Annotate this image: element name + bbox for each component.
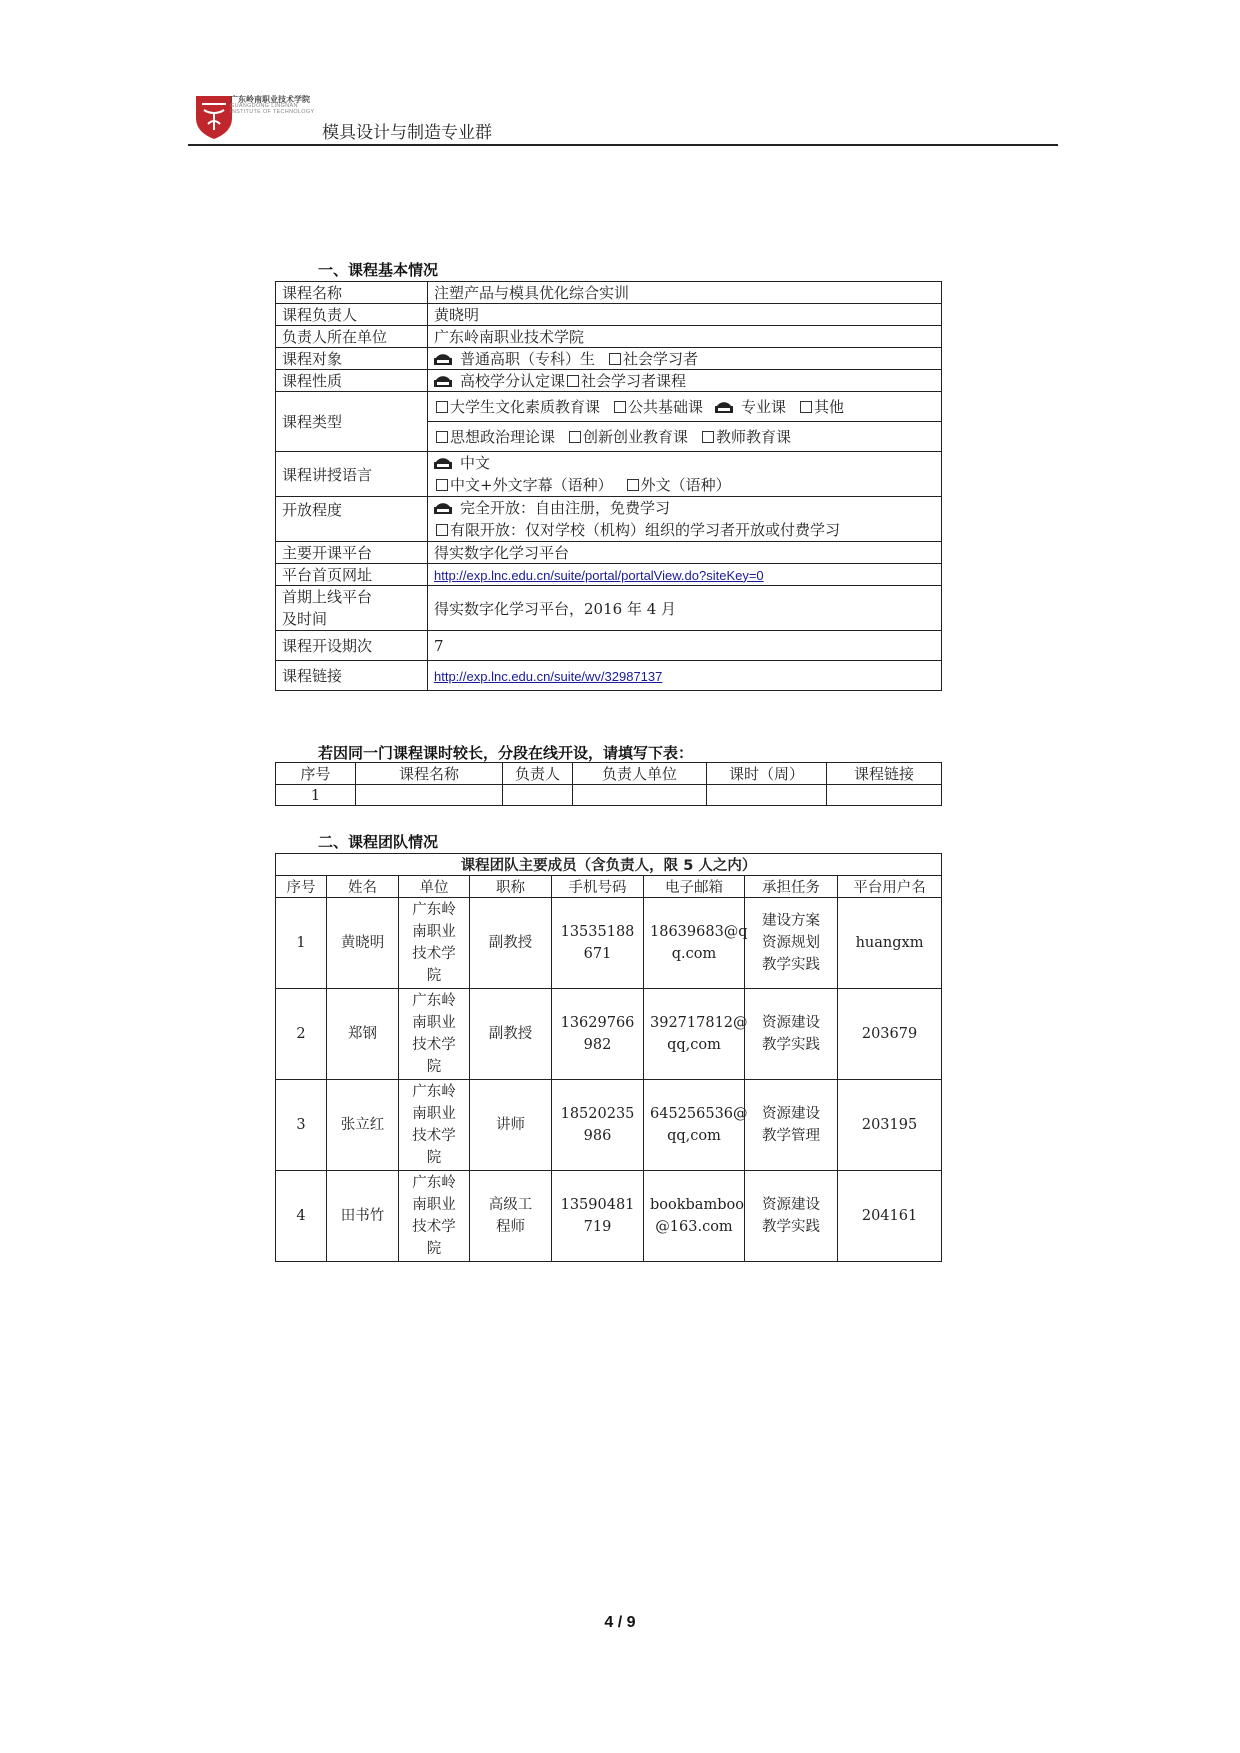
checked-mark-icon[interactable]: [434, 353, 452, 365]
checked-mark-icon[interactable]: [434, 457, 452, 469]
member-unit-line: 院: [426, 1241, 442, 1257]
member-tasks-line: 资源建设: [762, 1015, 820, 1031]
language-option-chinese: 中文: [460, 454, 491, 472]
member-unit-line: 广东岭: [412, 1175, 456, 1191]
member-title: [470, 1171, 552, 1262]
type-option-other: 其他: [814, 398, 845, 416]
checkbox-icon[interactable]: [436, 431, 448, 443]
course-link-label: 课程链接: [276, 661, 428, 691]
openness-option-full: 完全开放：自由注册，免费学习: [460, 499, 671, 517]
row-platform-url: [276, 564, 942, 586]
member-phone: [552, 989, 644, 1080]
platform-label: 主要开课平台: [276, 542, 428, 564]
member-unit-line: 南职业: [412, 1197, 456, 1213]
member-username: 203679: [838, 989, 942, 1080]
course-name-value: 注塑产品与模具优化综合实训: [428, 282, 942, 304]
course-lead-value: 黄晓明: [428, 304, 942, 326]
member-email-line: @163.com: [655, 1219, 733, 1235]
team-caption: 课程团队主要成员（含负责人，限 5 人之内）: [276, 854, 942, 876]
member-email-line: qq,com: [667, 1037, 721, 1053]
member-email: [644, 989, 748, 1080]
segment-cell-link[interactable]: [827, 785, 942, 806]
team-col-name: 姓名: [327, 876, 399, 898]
member-phone-line: 671: [583, 946, 612, 962]
member-name: 黄晓明: [327, 898, 399, 989]
member-no: 3: [276, 1080, 327, 1171]
member-no: 1: [276, 898, 327, 989]
member-title-line: 高级工: [488, 1197, 533, 1213]
checkbox-icon[interactable]: [627, 479, 639, 491]
course-target-label: 课程对象: [276, 348, 428, 370]
member-no: 4: [276, 1171, 327, 1262]
member-tasks-line: 资源规划: [762, 935, 820, 951]
openness-option-limited: 有限开放：仅对学校（机构）组织的学习者开放或付费学习: [450, 521, 841, 539]
segment-col-link: 课程链接: [827, 763, 942, 785]
type-option-major: 专业课: [741, 398, 787, 416]
member-email-line: bookbamboo: [650, 1197, 744, 1213]
row-course-target: [276, 348, 942, 370]
table-row: [276, 1080, 942, 1171]
type-option-politics: 思想政治理论课: [450, 428, 556, 446]
checkbox-icon[interactable]: [702, 431, 714, 443]
team-col-user: 平台用户名: [838, 876, 942, 898]
team-col-email: 电子邮箱: [644, 876, 745, 898]
table-row: [276, 989, 942, 1080]
segment-col-unit: 负责人单位: [573, 763, 707, 785]
member-unit-line: 院: [426, 1150, 442, 1166]
member-tasks-line: 教学实践: [762, 957, 820, 973]
member-phone-line: 986: [583, 1128, 612, 1144]
lead-unit-label: 负责人所在单位: [276, 326, 428, 348]
member-unit-line: 广东岭: [412, 1084, 456, 1100]
member-unit: [399, 1080, 470, 1171]
openness-label: 开放程度: [276, 497, 428, 542]
member-unit-line: 院: [426, 968, 442, 984]
checked-mark-icon[interactable]: [715, 401, 733, 413]
team-col-tasks: 承担任务: [745, 876, 838, 898]
member-email-line: q.com: [671, 946, 717, 962]
member-email-line: 18639683@q: [650, 924, 748, 940]
language-option-foreign: 外文（语种）: [640, 476, 731, 494]
member-unit-line: 南职业: [412, 1015, 456, 1031]
member-phone-line: 18520235: [560, 1106, 635, 1122]
member-tasks-line: 资源建设: [762, 1106, 820, 1122]
row-openness: [276, 497, 942, 542]
row-course-lead: [276, 304, 942, 326]
member-phone: [552, 898, 644, 989]
segment-col-name: 课程名称: [356, 763, 503, 785]
checkbox-icon[interactable]: [609, 353, 621, 365]
member-phone-line: 13535188: [560, 924, 635, 940]
member-name: 田书竹: [327, 1171, 399, 1262]
member-tasks-line: 教学实践: [762, 1037, 820, 1053]
row-first-online: [276, 586, 942, 631]
course-lead-label: 课程负责人: [276, 304, 428, 326]
team-col-unit: 单位: [399, 876, 470, 898]
member-unit-line: 南职业: [412, 924, 456, 940]
row-course-type-1: [276, 392, 942, 422]
segment-cell-lead[interactable]: [503, 785, 573, 806]
member-unit: [399, 989, 470, 1080]
checked-mark-icon[interactable]: [434, 502, 452, 514]
member-title-line: 讲师: [496, 1117, 525, 1133]
row-course-nature: [276, 370, 942, 392]
member-tasks: [745, 1171, 838, 1262]
type-option-innovation: 创新创业教育课: [583, 428, 689, 446]
member-username: 203195: [838, 1080, 942, 1171]
member-phone-line: 13629766: [560, 1015, 635, 1031]
course-target-options: [428, 348, 942, 370]
table-row: [276, 785, 942, 806]
member-tasks: [745, 898, 838, 989]
segment-table: [275, 762, 942, 806]
first-online-value: 得实数字化学习平台，2016 年 4 月: [428, 586, 942, 631]
member-username: huangxm: [838, 898, 942, 989]
member-email: [644, 1080, 748, 1171]
header-title: 模具设计与制造专业群: [322, 123, 492, 143]
team-header-row: [276, 876, 942, 898]
segment-cell-unit[interactable]: [573, 785, 707, 806]
segment-col-hours: 课时（周）: [707, 763, 827, 785]
segment-col-lead: 负责人: [503, 763, 573, 785]
member-tasks: [745, 989, 838, 1080]
member-unit: [399, 898, 470, 989]
member-email-line: 645256536@: [650, 1106, 748, 1122]
row-sessions: [276, 631, 942, 661]
member-tasks: [745, 1080, 838, 1171]
member-unit-line: 院: [426, 1059, 442, 1075]
checkbox-icon[interactable]: [436, 524, 448, 536]
row-teaching-language: [276, 452, 942, 497]
row-platform: [276, 542, 942, 564]
segment-cell-name[interactable]: [356, 785, 503, 806]
segment-header-row: [276, 763, 942, 785]
table-row: [276, 898, 942, 989]
member-unit-line: 广东岭: [412, 993, 456, 1009]
member-tasks-line: 教学管理: [762, 1128, 820, 1144]
checkbox-icon[interactable]: [436, 479, 448, 491]
college-logo-text: [230, 96, 314, 116]
checkbox-icon[interactable]: [800, 401, 812, 413]
team-table: [275, 853, 942, 1262]
member-unit-line: 南职业: [412, 1106, 456, 1122]
member-title: [470, 989, 552, 1080]
member-title: [470, 1080, 552, 1171]
course-name-label: 课程名称: [276, 282, 428, 304]
nature-option-credit: 高校学分认定课: [460, 372, 566, 390]
member-email: [644, 898, 748, 989]
member-tasks-line: 教学实践: [762, 1219, 820, 1235]
page-number: 4 / 9: [604, 1614, 636, 1631]
member-unit-line: 技术学: [412, 1037, 456, 1053]
checkbox-icon[interactable]: [614, 401, 626, 413]
member-title: [470, 898, 552, 989]
course-link[interactable]: http://exp.lnc.edu.cn/suite/wv/32987137: [434, 668, 663, 684]
checkbox-icon[interactable]: [569, 431, 581, 443]
course-nature-label: 课程性质: [276, 370, 428, 392]
course-type-label: 课程类型: [276, 392, 428, 452]
platform-url-label: 平台首页网址: [276, 564, 428, 586]
member-phone-line: 719: [583, 1219, 612, 1235]
member-unit: [399, 1171, 470, 1262]
member-username: 204161: [838, 1171, 942, 1262]
type-option-teacher: 教师教育课: [716, 428, 792, 446]
section2-title: 二、课程团队情况: [318, 833, 439, 851]
row-lead-unit: [276, 326, 942, 348]
table-row: [276, 1171, 942, 1262]
member-name: 郑钢: [327, 989, 399, 1080]
member-phone: [552, 1171, 644, 1262]
type-option-culture: 大学生文化素质教育课: [450, 398, 601, 416]
member-phone-line: 982: [583, 1037, 612, 1053]
team-col-phone: 手机号码: [552, 876, 644, 898]
member-email: [644, 1171, 745, 1262]
checkbox-icon[interactable]: [567, 375, 579, 387]
page-header: [188, 84, 1058, 144]
segment-cell-no: 1: [276, 785, 356, 806]
member-email-line: 392717812@: [650, 1015, 748, 1031]
segment-title: 若因同一门课程课时较长，分段在线开设，请填写下表：: [318, 744, 694, 762]
section1-title: 一、课程基本情况: [318, 261, 439, 279]
course-type-options-2: [428, 422, 942, 452]
platform-value: 得实数字化学习平台: [428, 542, 942, 564]
nature-option-public: 社会学习者课程: [581, 372, 687, 390]
teaching-language-label: 课程讲授语言: [276, 452, 428, 497]
member-no: 2: [276, 989, 327, 1080]
member-unit-line: 技术学: [412, 946, 456, 962]
header-divider: [188, 144, 1058, 146]
checked-mark-icon[interactable]: [434, 375, 452, 387]
checkbox-icon[interactable]: [436, 401, 448, 413]
member-title-line: 副教授: [488, 1026, 533, 1042]
target-option-vocational: 普通高职（专科）生: [460, 350, 596, 368]
member-title-line: 副教授: [488, 935, 533, 951]
team-col-title: 职称: [470, 876, 552, 898]
member-unit-line: 技术学: [412, 1219, 456, 1235]
member-name: 张立红: [327, 1080, 399, 1171]
platform-url-link[interactable]: http://exp.lnc.edu.cn/suite/portal/portalView.do?siteKey=0: [434, 567, 764, 583]
member-tasks-line: 资源建设: [762, 1197, 820, 1213]
member-phone: [552, 1080, 644, 1171]
target-option-public: 社会学习者: [623, 350, 699, 368]
openness-options: [428, 497, 942, 542]
team-caption-row: [276, 854, 942, 876]
logo-chinese-name: 广东岭南职业技术学院: [230, 95, 310, 104]
logo-english-name-line1: GUANGDONG LINGNAN: [230, 103, 298, 110]
sessions-value: 7: [428, 631, 942, 661]
member-phone-line: 13590481: [560, 1197, 635, 1213]
teaching-language-options: [428, 452, 942, 497]
course-nature-options: [428, 370, 942, 392]
lead-unit-value: 广东岭南职业技术学院: [428, 326, 942, 348]
member-unit-line: 技术学: [412, 1128, 456, 1144]
first-online-label-line1: 首期上线平台: [282, 588, 373, 606]
row-course-link: [276, 661, 942, 691]
course-basic-info-table: [275, 281, 942, 691]
member-title-line: 程师: [496, 1219, 525, 1235]
sessions-label: 课程开设期次: [276, 631, 428, 661]
segment-cell-hours[interactable]: [707, 785, 827, 806]
member-email-line: qq,com: [667, 1128, 721, 1144]
first-online-label: [276, 586, 428, 631]
type-option-basic: 公共基础课: [628, 398, 704, 416]
first-online-label-line2: 及时间: [282, 610, 328, 628]
course-type-options-1: [428, 392, 942, 422]
logo-english-name-line2: INSTITUTE OF TECHNOLOGY: [230, 109, 315, 116]
member-tasks-line: 建设方案: [762, 913, 820, 929]
language-option-subtitles: 中文+外文字幕（语种）: [450, 476, 613, 494]
segment-col-no: 序号: [276, 763, 356, 785]
row-course-name: [276, 282, 942, 304]
member-unit-line: 广东岭: [412, 902, 456, 918]
team-col-no: 序号: [276, 876, 327, 898]
